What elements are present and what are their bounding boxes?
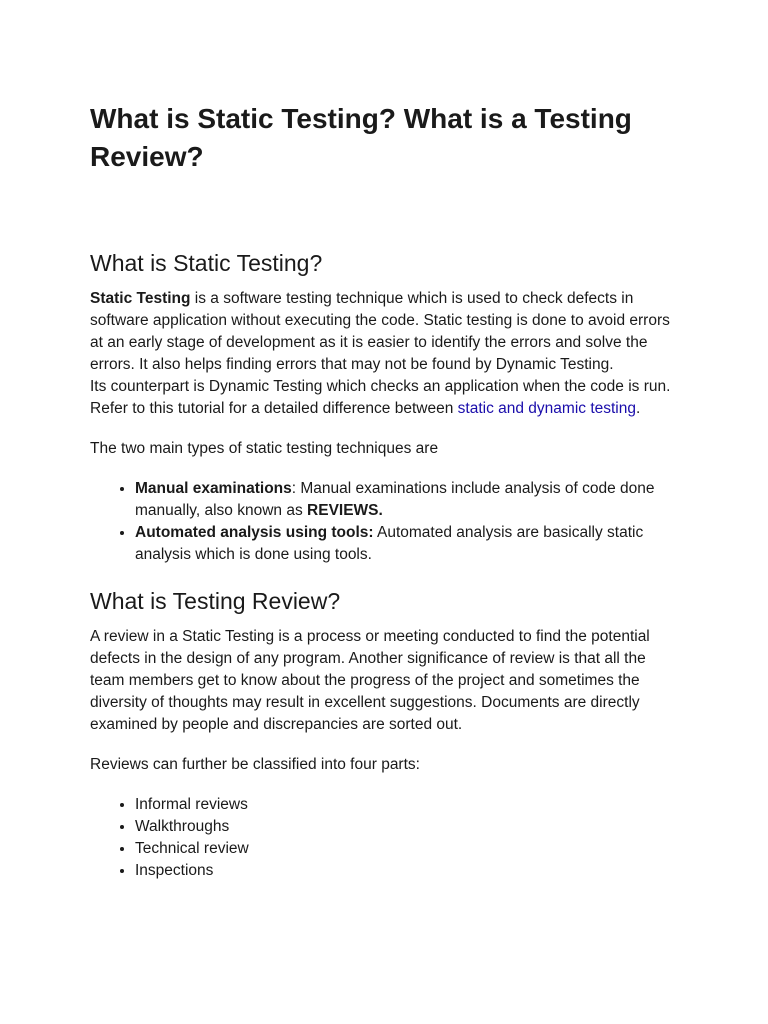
term-manual-examinations: Manual examinations — [135, 480, 292, 497]
page-title: What is Static Testing? What is a Testing Review? — [90, 103, 632, 172]
manual-examinations-text: : Manual examinations include analysis of code done manually, also known as — [135, 480, 655, 519]
list-item: • Technical review — [135, 838, 680, 860]
counterpart-end: . — [635, 400, 641, 417]
article — [90, 100, 680, 902]
list-item — [135, 478, 680, 522]
static-techniques-list — [90, 478, 680, 566]
paragraph-review-definition: A review in a Static Testing is a process or meeting conducted to find the potential defects in the design of any program. Another significance of review is that all the team members get to know about the progress of the project and sometimes the diversity of thoughts may result in excellent suggestions. Documents are directly examined by people and discrepancies are sorted out. — [90, 628, 650, 733]
paragraph-static-testing-definition — [90, 288, 680, 376]
term-static-testing: Static Testing — [90, 290, 191, 307]
paragraph-review-classification: Reviews can further be classified into four parts: — [90, 756, 420, 773]
list-item: • Inspections — [135, 860, 680, 882]
paragraph-two-types: The two main types of static testing techniques are — [90, 440, 439, 457]
section-heading-static-testing: What is Static Testing? — [90, 250, 323, 276]
paragraph-counterpart — [90, 376, 680, 420]
definition-text: is a software testing technique which is used to check defects in software application without executing the code. Static testing is done to avoid errors at an early stage of development as it is easier to identify the errors and solve the errors. It also helps finding errors that may not be found by Dynamic Testing. — [90, 290, 670, 373]
static-dynamic-link[interactable]: static and dynamic testing — [457, 400, 636, 417]
section-heading-testing-review: What is Testing Review? — [90, 588, 341, 614]
counterpart-text: Its counterpart is Dynamic Testing which checks an application when the code is run. Refer to this tutorial for a detailed difference between — [90, 378, 671, 417]
review-types-list — [90, 794, 680, 882]
automated-analysis-text: Automated analysis are basically static analysis which is done using tools. — [135, 524, 644, 563]
term-automated-analysis: Automated analysis using tools: — [135, 524, 374, 541]
list-item — [135, 522, 680, 566]
list-item: • Informal reviews — [135, 794, 680, 816]
list-item: • Walkthroughs — [135, 816, 680, 838]
term-reviews: REVIEWS. — [307, 502, 383, 519]
